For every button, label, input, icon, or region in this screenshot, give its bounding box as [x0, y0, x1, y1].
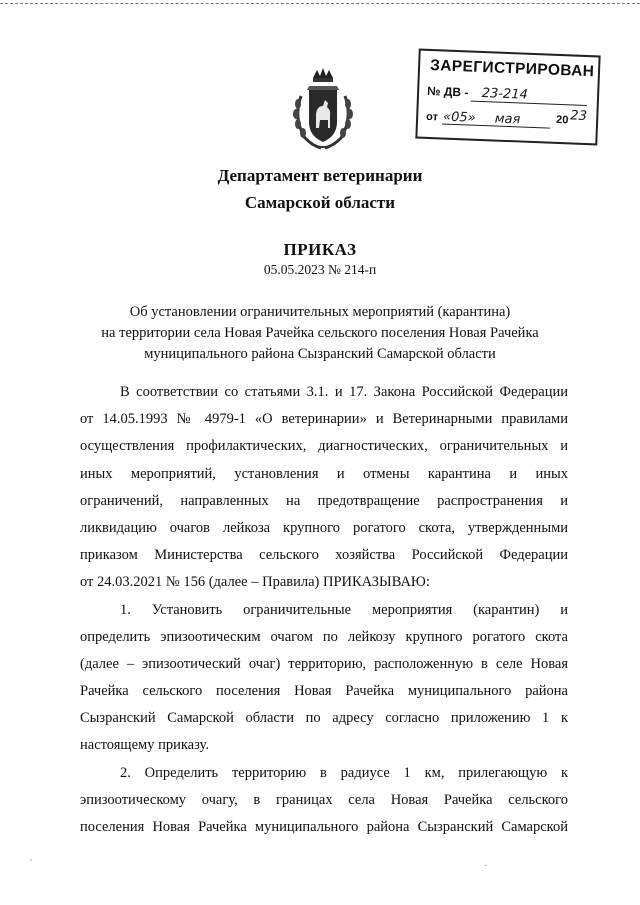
- body-line: осуществления профилактических, диагностических, ограничительных и: [80, 438, 568, 455]
- body-line: эпизоотическому очагу, в границах села Новая Рачейка сельского: [80, 791, 568, 808]
- order-body: [80, 379, 568, 841]
- body-line: ликвидацию очагов лейкоза крупного рогатого скота, утвержденными: [80, 519, 568, 536]
- body-line: поселения Новая Рачейка муниципального района Сызранский Самарской: [80, 819, 568, 835]
- subject-line: на территории села Новая Рачейка сельского поселения Новая Рачейка: [101, 325, 539, 341]
- stamp-year-prefix: 20: [555, 113, 569, 127]
- subject-line: Об установлении ограничительных мероприятий (карантина): [129, 304, 511, 320]
- body-line: настоящему приказу.: [80, 737, 209, 754]
- stamp-title: ЗАРЕГИСТРИРОВАН: [429, 56, 595, 81]
- department-region: Самарской области: [244, 193, 396, 212]
- body-line: определить эпизоотическим очагом по лейкозу крупного рогатого скота: [80, 628, 568, 645]
- body-line: от 14.05.1993 № 4979-1 «О ветеринарии» и Ветеринарными правилами: [80, 411, 568, 428]
- order-subject: [60, 302, 580, 365]
- stamp-date-prefix: от: [425, 110, 439, 124]
- stamp-number-value: 23-214: [481, 85, 529, 103]
- body-line: (далее – эпизоотический очаг) территорию, расположенную в селе Новая: [80, 655, 568, 672]
- body-line: иных мероприятий, установления и отмены карантина и иных: [80, 465, 568, 482]
- subject-line: муниципального района Сызранский Самарской области: [144, 346, 496, 362]
- body-line: от 24.03.2021 № 156 (далее – Правила) ПРИКАЗЫВАЮ:: [80, 574, 430, 591]
- stamp-year-value: 23: [570, 108, 588, 125]
- numbered-item-1: 1. Установить ограничительные мероприятия (карантин) и: [120, 601, 568, 618]
- body-line: ограничений, направленных на предотвращение распространения и: [80, 492, 568, 509]
- registration-stamp: [415, 49, 600, 146]
- stamp-number-prefix: № ДВ -: [426, 83, 469, 100]
- body-line: В соответствии со статьями 3.1. и 17. Закона Российской Федерации: [120, 384, 568, 400]
- scan-edge-line: [0, 3, 640, 4]
- scan-speck: .: [484, 858, 487, 869]
- body-line: приказом Министерства сельского хозяйства Российской Федерации: [80, 547, 568, 564]
- stamp-date-day: «05»: [442, 109, 476, 126]
- samara-coat-of-arms-icon: [287, 66, 359, 150]
- numbered-item-2: 2. Определить территорию в радиусе 1 км, прилегающую к: [120, 764, 568, 781]
- department-name: Департамент ветеринарии: [217, 166, 423, 185]
- body-line: Сызранский Самарской области по адресу согласно приложению 1 к: [80, 710, 568, 727]
- body-line: Рачейка сельского поселения Новая Рачейка муниципального района: [80, 683, 568, 700]
- order-date-number: 05.05.2023 № 214-п: [263, 262, 377, 277]
- stamp-number-underline: [471, 101, 587, 106]
- order-title: ПРИКАЗ: [283, 240, 357, 259]
- scan-speck: ': [30, 858, 32, 869]
- stamp-date-month: мая: [494, 111, 521, 128]
